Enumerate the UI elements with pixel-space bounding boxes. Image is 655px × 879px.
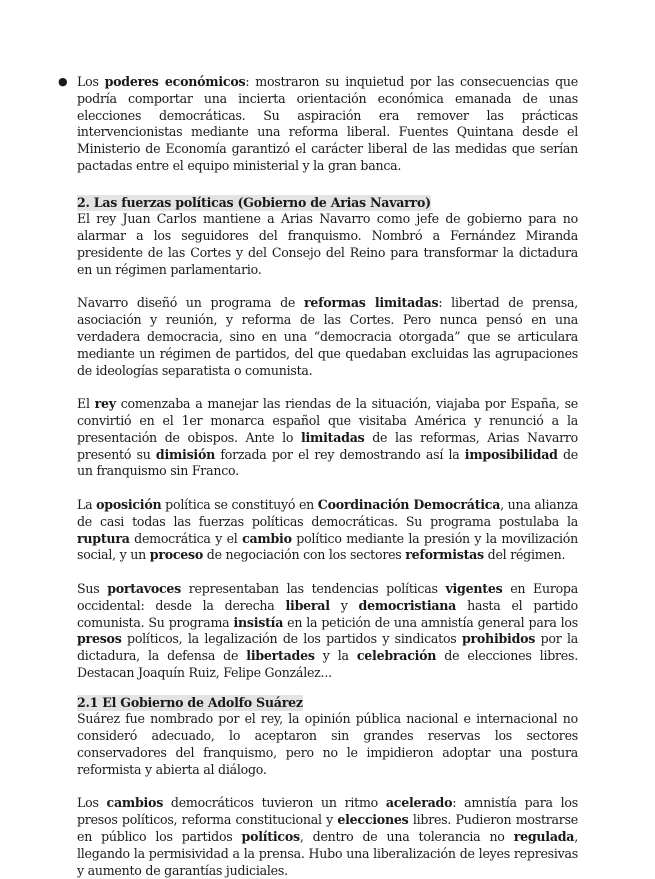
paragraph-economic-powers: Los poderes económicos: mostraron su inquietud por las consecuencias que podría comportar una incierta orientación económica emanada de unas elecciones democráticas. Su aspiración era remover las prácticas intervencionistas mediante una reforma liberal. Fuentes Quintana desde el Ministerio de Economía garantizó el carácter liberal de las medidas que serían pactadas entre el equipo ministerial y la gran banca. [77, 74, 578, 173]
paragraph-navarro-reforms: Navarro diseñó un programa de reformas limitadas: libertad de prensa, asociación y reunión, y reforma de las Cortes. Pero nunca pensó en una verdadera democracia, sino en una “democracia otorgada” que se articulara mediante un régimen de partidos, del que quedaban excluidas las agrupaciones de ideologías separatista o comunista. [77, 295, 578, 378]
paragraph-opposition: La oposición política se constituyó en Coordinación Democrática, una alianza de casi todas las fuerzas políticas democráticas. Su programa postulaba la ruptura democrática y el cambio político mediante la presión y la movilización social, y un proceso de negociación con los sectores reformistas del régimen. [77, 496, 579, 563]
document-page [58, 74, 579, 879]
paragraph-suarez-appointment: Suárez fue nombrado por el rey, la opinión pública nacional e internacional no consideró adecuado, lo aceptaron sin grandes reservas los sectores conservadores del franquismo, pero no le impidieron adoptar una postura reformista y abierta al diálogo. [77, 711, 578, 777]
paragraph-democratic-changes: Los cambios democráticos tuvieron un ritmo acelerado: amnistía para los presos políticos, reforma constitucional y elecciones libres. Pudieron mostrarse en público los partidos políticos, dentro de una tolerancia no regulada, llegando la permisividad a la prensa. Hubo una liberalización de leyes represivas y aumento de garantías judiciales. [77, 795, 578, 878]
bullet-icon: ● [58, 75, 68, 88]
section-heading-political-forces: 2. Las fuerzas políticas (Gobierno de Arias Navarro) [77, 194, 431, 210]
paragraph-spokespersons: Sus portavoces representaban las tendencias políticas vigentes en Europa occidental: desde la derecha liberal y democristiana hasta el partido comunista. Su programa insistía en la petición de una amnistía general para los presos políticos, la legalización de los partidos y sindicatos prohibidos por la dictadura, la defensa de libertades y la celebración de elecciones libres. Destacan Joaquín Ruiz, Felipe González... [77, 580, 578, 680]
bullet-item-economic-powers [58, 74, 578, 175]
section-heading-suarez-government: 2.1 El Gobierno de Adolfo Suárez [77, 694, 303, 710]
paragraph-king-arias: El rey Juan Carlos mantiene a Arias Navarro como jefe de gobierno para no alarmar a los seguidores del franquismo. Nombró a Fernández Miranda presidente de las Cortes y del Consejo del Reino para transformar la dictadura en un régimen parlamentario. [77, 211, 578, 277]
paragraph-king-role: El rey comenzaba a manejar las riendas de la situación, viajaba por España, se convirtió en el 1er monarca español que visitaba América y renunció a la presentación de obispos. Ante lo limitadas de las reformas, Arias Navarro presentó su dimisión forzada por el rey demostrando así la imposibilidad de un franquismo sin Franco. [77, 396, 578, 479]
